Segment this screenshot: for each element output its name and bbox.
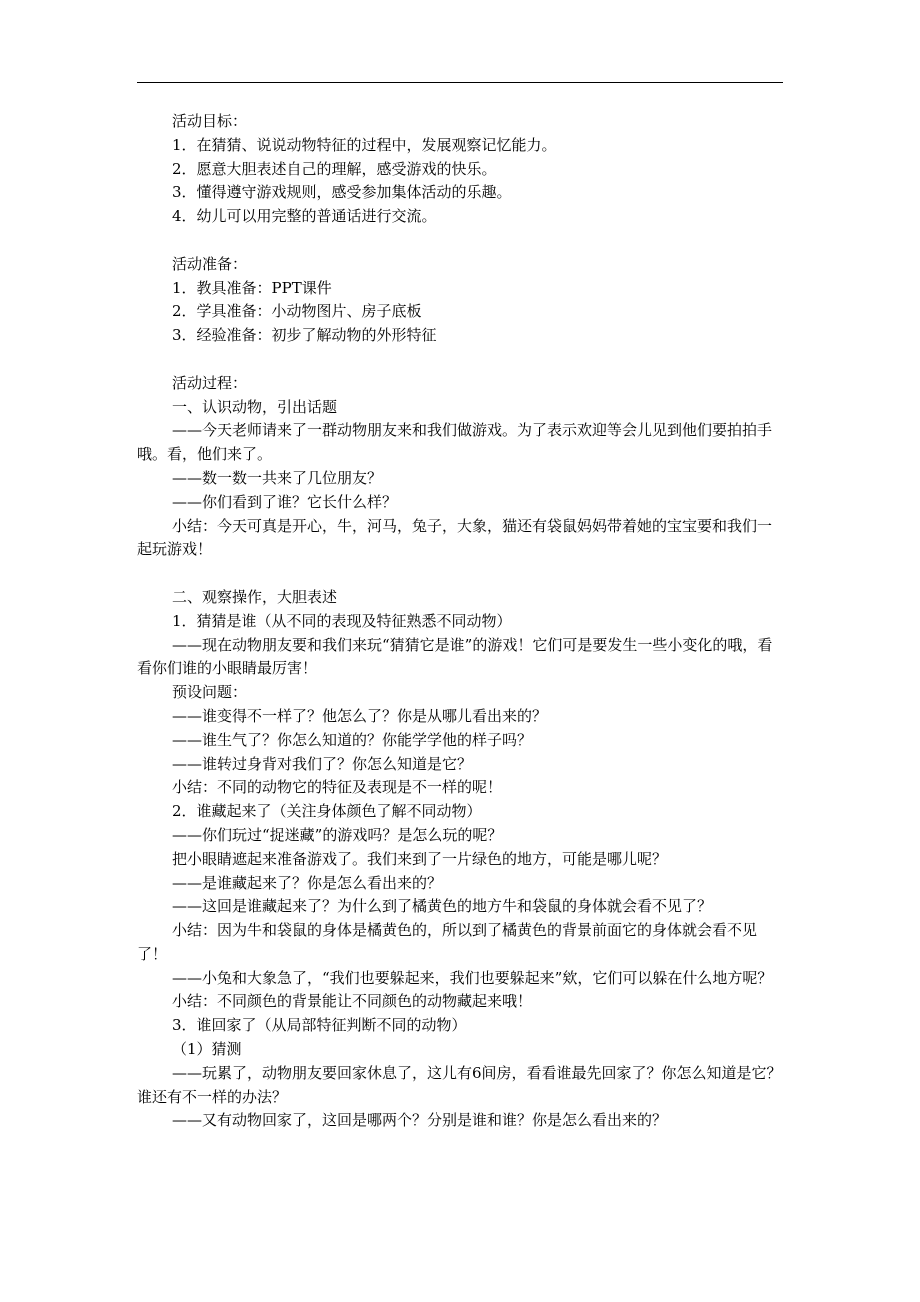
- dialogue-line: ——今天老师请来了一群动物朋友来和我们做游戏。为了表示欢迎等会儿见到他们要拍拍手哦。看，他们来了。: [137, 421, 773, 464]
- summary-line: 小结：今天可真是开心，牛，河马，兔子，大象，猫还有袋鼠妈妈带着她的宝宝要和我们一起玩游戏！: [137, 516, 773, 559]
- blank-line: [137, 348, 783, 372]
- subsection-heading: 二、观察操作，大胆表述: [172, 587, 338, 606]
- activity-heading: 1．猜猜是谁（从不同的表现及特征熟悉不同动物）: [172, 611, 512, 630]
- step-heading: （1）猜测: [172, 1040, 242, 1059]
- blank-line: [137, 562, 783, 586]
- dialogue-line: ——是谁藏起来了？你是怎么看出来的？: [172, 873, 443, 892]
- dialogue-line: ——玩累了，动物朋友要回家休息了，这儿有6间房，看看谁最先回家了？你怎么知道是它？谁还有不一样的办法？: [137, 1063, 782, 1106]
- section-heading-preparation: 活动准备：: [172, 254, 248, 273]
- header-rule: [137, 82, 783, 83]
- dialogue-line: ——小兔和大象急了，“我们也要躲起来，我们也要躲起来”欸，它们可以躲在什么地方呢？: [172, 968, 773, 987]
- subsection-heading: 一、认识动物，引出话题: [172, 397, 338, 416]
- dialogue-line: ——谁变得不一样了？他怎么了？你是从哪儿看出来的？: [172, 706, 548, 725]
- preparation-item: 3．经验准备：初步了解动物的外形特征: [172, 326, 437, 345]
- dialogue-line: ——你们玩过“捉迷藏”的游戏吗？是怎么玩的呢？: [172, 825, 503, 844]
- preset-questions-label: 预设问题：: [172, 683, 248, 702]
- summary-line: 小结：不同的动物它的特征及表现是不一样的呢！: [172, 778, 503, 797]
- section-heading-process: 活动过程：: [172, 373, 248, 392]
- preparation-item: 2．学具准备：小动物图片、房子底板: [172, 302, 422, 321]
- dialogue-line: ——数一数一共来了几位朋友？: [172, 468, 383, 487]
- summary-line: 小结：不同颜色的背景能让不同颜色的动物藏起来哦！: [172, 992, 533, 1011]
- preparation-item: 1．教具准备：PPT课件: [172, 278, 332, 297]
- section-heading-goals: 活动目标：: [172, 112, 248, 130]
- dialogue-line: ——你们看到了谁？它长什么样？: [172, 492, 398, 511]
- dialogue-line: ——谁生气了？你怎么知道的？你能学学他的样子吗？: [172, 730, 533, 749]
- summary-line: 小结：因为牛和袋鼠的身体是橘黄色的，所以到了橘黄色的背景前面它的身体就会看不见了！: [137, 921, 758, 963]
- dialogue-line: ——现在动物朋友要和我们来玩“猜猜它是谁”的游戏！它们可是要发生一些小变化的哦，看看你们谁的小眼睛最厉害！: [137, 635, 773, 678]
- goal-item: 2．愿意大胆表述自己的理解，感受游戏的快乐。: [172, 159, 497, 178]
- dialogue-line: ——这回是谁藏起来了？为什么到了橘黄色的地方牛和袋鼠的身体就会看不见了？: [172, 897, 713, 916]
- narration-line: 把小眼睛遮起来准备游戏了。我们来到了一片绿色的地方，可能是哪儿呢？: [172, 849, 668, 868]
- goal-item: 3．懂得遵守游戏规则，感受参加集体活动的乐趣。: [172, 183, 512, 202]
- goal-item: 1．在猜猜、说说动物特征的过程中，发展观察记忆能力。: [172, 135, 557, 154]
- dialogue-line: ——又有动物回家了，这回是哪两个？分别是谁和谁？你是怎么看出来的？: [172, 1111, 668, 1130]
- goal-item: 4．幼儿可以用完整的普通话进行交流。: [172, 207, 437, 226]
- dialogue-line: ——谁转过身背对我们了？你怎么知道是它？: [172, 754, 473, 773]
- activity-heading: 3．谁回家了（从局部特征判断不同的动物）: [172, 1016, 467, 1035]
- activity-heading: 2．谁藏起来了（关注身体颜色了解不同动物）: [172, 802, 482, 821]
- document-body: [137, 110, 783, 1133]
- blank-line: [137, 229, 783, 253]
